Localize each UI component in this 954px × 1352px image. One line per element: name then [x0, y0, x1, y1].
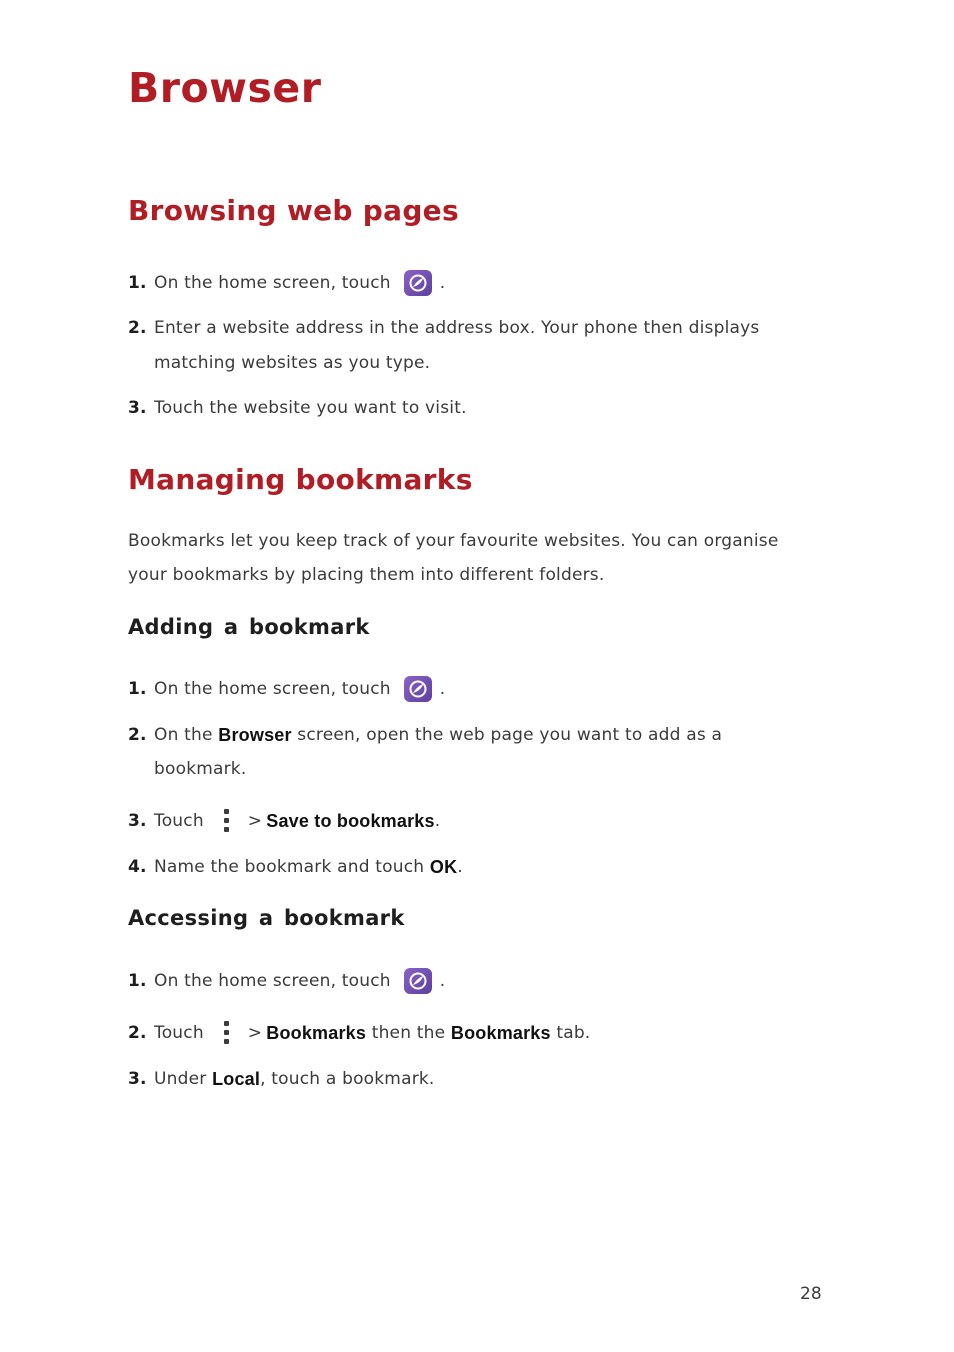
step-number: 2.: [128, 318, 147, 338]
step-text-pre: Under: [154, 1069, 213, 1089]
bookmarks-tab-label: Bookmarks: [450, 1023, 551, 1043]
step-text-end: tab.: [550, 1023, 591, 1043]
section-heading-managing: Managing bookmarks: [128, 463, 473, 496]
accessing-step-2: [128, 1016, 590, 1050]
browsing-step-3: [128, 391, 467, 425]
browsing-step-2-continued: matching websites as you type.: [154, 353, 431, 373]
adding-step-2: [128, 718, 722, 752]
step-text-pre: On the: [154, 725, 219, 745]
step-text: Touch: [154, 811, 204, 831]
step-number: 3.: [128, 398, 147, 418]
step-text-mid: then the: [366, 1023, 451, 1043]
adding-step-1: [128, 672, 445, 706]
menu-separator: >: [247, 1023, 263, 1043]
save-to-bookmarks-label: Save to bookmarks: [266, 811, 435, 831]
page-number: 28: [800, 1284, 822, 1304]
managing-intro-line-2: your bookmarks by placing them into different folders.: [128, 565, 605, 585]
local-label: Local: [212, 1069, 261, 1089]
browser-app-icon: [404, 270, 432, 296]
step-number: 2.: [128, 725, 147, 745]
step-number: 3.: [128, 1069, 147, 1089]
step-number: 3.: [128, 811, 147, 831]
step-text: Name the bookmark and touch: [154, 857, 430, 877]
step-number: 1.: [128, 679, 147, 699]
step-text: Touch: [154, 1023, 204, 1043]
subsection-heading-accessing: Accessing a bookmark: [128, 906, 405, 930]
step-number: 2.: [128, 1023, 147, 1043]
subsection-heading-adding: Adding a bookmark: [128, 615, 370, 639]
step-text: Enter a website address in the address box. Your phone then displays: [154, 318, 760, 338]
browser-screen-label: Browser: [218, 725, 292, 745]
step-end-punct: .: [439, 971, 446, 991]
browser-app-icon: [404, 676, 432, 702]
step-text: Touch the website you want to visit.: [154, 398, 467, 418]
step-end-punct: .: [434, 811, 441, 831]
step-text: On the home screen, touch: [154, 273, 391, 293]
browsing-step-1: [128, 266, 445, 300]
adding-step-2-continued: bookmark.: [154, 759, 247, 779]
menu-separator: >: [247, 811, 263, 831]
step-number: 1.: [128, 273, 147, 293]
more-vertical-icon: [222, 1020, 230, 1046]
bookmarks-menu-label: Bookmarks: [266, 1023, 367, 1043]
more-vertical-icon: [222, 808, 230, 834]
ok-label: OK: [429, 857, 458, 877]
step-number: 1.: [128, 971, 147, 991]
page-title: Browser: [128, 64, 322, 112]
managing-intro-line-1: Bookmarks let you keep track of your favourite websites. You can organise: [128, 531, 779, 551]
adding-step-4: [128, 850, 463, 884]
browsing-step-2: [128, 311, 759, 345]
step-text-post: screen, open the web page you want to add as a: [291, 725, 723, 745]
step-end-punct: .: [439, 679, 446, 699]
step-end-punct: .: [439, 273, 446, 293]
step-text: On the home screen, touch: [154, 679, 391, 699]
accessing-step-3: [128, 1062, 435, 1096]
accessing-step-1: [128, 964, 445, 998]
step-text-post: , touch a bookmark.: [260, 1069, 435, 1089]
section-heading-browsing: Browsing web pages: [128, 194, 459, 227]
step-text: On the home screen, touch: [154, 971, 391, 991]
browser-app-icon: [404, 968, 432, 994]
step-end-punct: .: [457, 857, 463, 877]
adding-step-3: [128, 804, 440, 838]
step-number: 4.: [128, 857, 147, 877]
